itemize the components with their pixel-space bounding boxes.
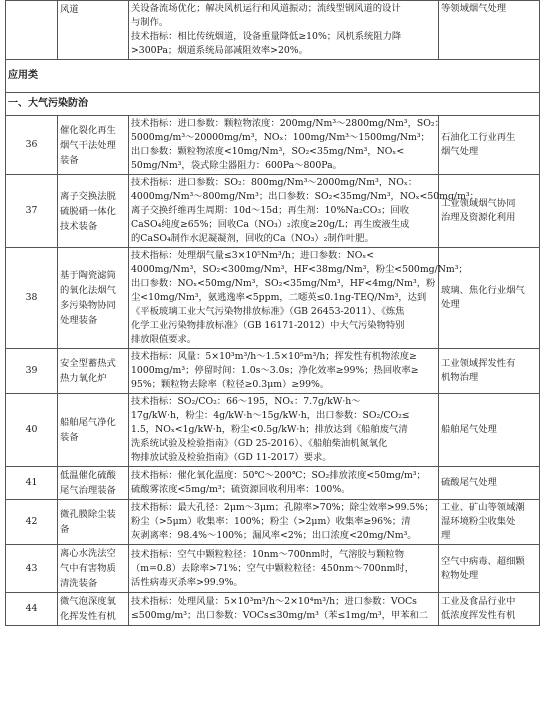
table-row (6, 593, 540, 626)
table-row (6, 248, 540, 349)
app-line: 粒物处理 (441, 569, 479, 581)
spec-line: 4000mg/Nm³～800mg/Nm³；出口参数：SO₂<35mg/Nm³，NOₓ<50mg/m³； (131, 191, 479, 202)
application-field (439, 248, 540, 349)
equipment-name (58, 500, 129, 545)
name-line: 的氧化法烟气 (60, 285, 116, 296)
table-row (6, 467, 540, 500)
spec-line: 《平板玻璃工业大气污染物排放标准》（GB 26453-2011）、《炼焦 (131, 306, 405, 317)
equipment-name (58, 175, 129, 248)
spec-line: 1.5，NOₓ<1g/kW·h，粉尘<0.5g/kW·h；排放达到《船舶废气清 (131, 424, 408, 435)
technical-spec (129, 394, 439, 467)
app-line: 工业领域挥发性有 (441, 358, 516, 369)
spec-line: 的CaSO₄制作水泥凝凝剂，回收的Ca（NO₃）₂制作叶肥。 (131, 233, 374, 244)
equipment-name (58, 116, 129, 175)
name-line: 催化裂化再生 (60, 124, 116, 136)
spec-line: 50mg/Nm³，袋式除尘器阻力：600Pa～800Pa。 (131, 160, 342, 171)
app-line: 低浓度挥发性有机 (441, 610, 516, 621)
name-line: 装备 (60, 432, 79, 443)
name-line: 技术装备 (60, 220, 98, 232)
spec-line: 硫酸雾浓度<5mg/m³；硫资源回收利用率：100%。 (131, 484, 351, 495)
application-field (439, 394, 540, 467)
name-line: 化挥发性有机 (60, 611, 116, 622)
technical-spec (129, 349, 439, 394)
spec-line: >300Pa；烟道系统局部减阻效率>20%。 (131, 45, 308, 56)
app-line: 处理 (441, 299, 460, 310)
name-line: 清洗装备 (60, 578, 98, 589)
row-number: 40 (6, 394, 58, 467)
application-field (439, 500, 540, 545)
application-field (439, 349, 540, 394)
spec-line: 技术指标：最大孔径：2μm～3μm；孔隙率>70%；除尘效率>99.5%； (131, 502, 434, 513)
name-line: 处理装备 (60, 315, 98, 326)
spec-line: 技术指标：SO₂/CO₂：66～195，NOₓ：7.7g/kW·h～ (131, 396, 361, 407)
application-field (439, 467, 540, 500)
app-line: 等领域烟气处理 (441, 3, 507, 14)
name-line: 微孔膜除尘装 (60, 509, 116, 520)
application-field (439, 116, 540, 175)
name-line: 装备 (60, 154, 79, 166)
row-number: 36 (6, 116, 58, 175)
app-line: 治理及资源化利用 (441, 212, 516, 223)
spec-line: 技术指标：风量：5×10³m³/h～1.5×10⁵m³/h；挥发性有机物浓度≥ (131, 351, 417, 362)
spec-line: 技术指标：空气中颗粒粒径：10nm～700nm时，气溶胶与颗粒物 (131, 548, 405, 560)
technical-spec (129, 1, 439, 60)
spec-line: 出口参数：颗粒物浓度<10mg/Nm³，SO₂<35mg/Nm³，NOₓ< (131, 146, 405, 157)
equipment-name (58, 349, 129, 394)
spec-line: 洗系统试验及检验指南》（GD 25-2016）、《船舶柴油机氮氧化 (131, 438, 388, 449)
table-row (6, 349, 540, 394)
table-body (6, 1, 540, 626)
spec-line: 尘<10mg/Nm³，氨逃逸率<5ppm，二噁英≤0.1ng-TEQ/Nm³，达到 (131, 292, 427, 303)
table-row (6, 500, 540, 545)
spec-line: 4000mg/Nm³，SO₂<300mg/Nm³，HF<38mg/Nm³，粉尘<500mg/Nm³； (131, 264, 468, 275)
table-row (6, 394, 540, 467)
table-row (6, 175, 540, 248)
app-line: 船舶尾气处理 (441, 424, 497, 435)
app-line: 空气中病毒、超细颗 (441, 555, 525, 567)
row-number: 41 (6, 467, 58, 500)
category-row (6, 60, 540, 93)
application-field (439, 1, 540, 60)
app-line: 烟气处理 (441, 146, 479, 157)
row-number: 37 (6, 175, 58, 248)
app-line: 工业领域烟气协同 (441, 198, 516, 209)
app-line: 湿环境粉尘收集处 (441, 516, 516, 527)
spec-line: （m=0.8）去除率>71%；空气中颗粒粒径：450nm～700nm时， (131, 562, 414, 574)
equipment-name (58, 394, 129, 467)
equipment-name (58, 467, 129, 500)
spec-line: 技术指标：进口参数：颗粒物浓度：200mg/Nm³～2800mg/Nm³，SO₂： (131, 118, 444, 129)
row-number: 39 (6, 349, 58, 394)
spec-line: 活性病毒灭杀率>99.9%。 (131, 576, 243, 588)
name-line: 离心水洗法空 (60, 548, 116, 559)
equipment-name (58, 248, 129, 349)
spec-line: 离子交换纤维再生周期：10d～15d；再生剂：10%Na₂CO₃；回收 (131, 205, 410, 216)
spec-line: CaSO₄纯度≥65%；回收Ca（NO₃）₂浓度≥20g/L；再生废液生成 (131, 219, 410, 230)
name-line: 备 (60, 524, 70, 535)
equipment-name (58, 545, 129, 593)
name-line: 烟气干法处理 (60, 139, 116, 151)
row-number: 44 (6, 593, 58, 626)
name-line: 风道 (60, 4, 79, 15)
spec-line: 粉尘（>5μm）收集率：100%；粉尘（>2μm）收集率≥96%；清 (131, 516, 411, 527)
table-row (6, 116, 540, 175)
name-line: 热力氧化炉 (60, 373, 107, 384)
name-line: 多污染物协同 (60, 300, 116, 311)
equipment-name (58, 593, 129, 626)
app-line: 硫酸尾气处理 (441, 477, 497, 488)
name-line: 基于陶瓷滤筒 (60, 270, 116, 281)
spec-line: 技术指标：相比传统烟道，设备重量降低≥10%；风机系统阻力降 (131, 31, 402, 42)
spec-line: 与制作。 (131, 17, 169, 28)
app-line: 理 (441, 530, 451, 541)
app-line: 工业、矿山等领域潮 (441, 502, 525, 513)
spec-line: 1000mg/m³；停留时间：1.0s～3.0s；净化效率≥99%；热回收率≥ (131, 365, 419, 376)
name-line: 气中有害物质 (60, 563, 116, 574)
equipment-name (58, 1, 129, 60)
spec-line: 5000mg/m³～20000mg/m³，NOₓ：100mg/Nm³～1500mg/Nm³； (131, 132, 430, 143)
technical-spec (129, 500, 439, 545)
application-field (439, 175, 540, 248)
row-number: 42 (6, 500, 58, 545)
section-row (6, 93, 540, 116)
row-number: 43 (6, 545, 58, 593)
name-line: 船舶尾气净化 (60, 417, 116, 428)
category-heading: 应用类 (6, 60, 540, 93)
app-line: 工业及食品行业中 (441, 596, 516, 607)
table-row-continued (6, 1, 540, 60)
name-line: 离子交换法脱 (60, 190, 116, 202)
spec-line: 17g/kW·h，粉尘：4g/kW·h～15g/kW·h，出口参数：SO₂/CO₂≤ (131, 410, 410, 421)
spec-line: 灰剥离率：98.4%～100%；漏风率<2%；出口浓度<20mg/Nm³。 (131, 530, 417, 541)
technical-spec (129, 545, 439, 593)
technical-spec (129, 248, 468, 349)
name-line: 尾气治理装备 (60, 485, 116, 496)
spec-line: 技术指标：进口参数：SO₂：800mg/Nm³～2000mg/Nm³，NOₓ： (131, 177, 418, 188)
spec-line: 排放限值要求。 (131, 334, 197, 345)
spec-line: 技术指标：处理风量：5×10³m³/h～2×10⁴m³/h；进口参数：VOCs (131, 596, 417, 607)
spec-line: 技术指标：处理烟气量≤3×10⁵Nm³/h；进口参数：NOₓ< (131, 250, 375, 261)
spec-line: 95%；颗粒物去除率（粒径≥0.3μm）≥99%。 (131, 379, 330, 390)
section-heading: 一、大气污染防治 (6, 93, 540, 116)
name-line: 硫脱硝一体化 (60, 205, 116, 217)
app-line: 石油化工行业再生 (441, 132, 516, 143)
spec-line: 技术指标：催化氧化温度：50℃～200℃；SO₂排放浓度<50mg/m³； (131, 470, 426, 481)
table-row (6, 545, 540, 593)
specification-table (5, 0, 540, 626)
row-number (6, 1, 58, 60)
name-line: 安全型蓄热式 (60, 358, 116, 369)
spec-line: 出口参数：NOₓ<50mg/Nm³，SO₂<35mg/Nm³，HF<4mg/Nm³，粉 (131, 278, 436, 289)
spec-line: 关设备流场优化；解决风机运行和风道振动；流线型钢风道的设计 (131, 3, 401, 14)
technical-spec (129, 467, 439, 500)
spec-line: 化学工业污染物排放标准》（GB 16171-2012）中大气污染物特别 (131, 320, 405, 331)
name-line: 低温催化硫酸 (60, 470, 116, 481)
spec-line: ≤500mg/m³；出口参数：VOCs≤30mg/m³（苯≤1mg/m³，甲苯和二 (131, 610, 429, 621)
spec-line: 物排放试验及检验指南》（GD 11-2017）要求。 (131, 452, 332, 463)
name-line: 微气泡深度氧 (60, 596, 116, 607)
application-field (439, 593, 540, 626)
row-number: 38 (6, 248, 58, 349)
technical-spec (129, 593, 439, 626)
app-line: 玻璃、焦化行业烟气 (441, 285, 525, 296)
technical-spec (129, 116, 444, 175)
application-field (439, 545, 540, 593)
app-line: 机物治理 (441, 372, 479, 383)
